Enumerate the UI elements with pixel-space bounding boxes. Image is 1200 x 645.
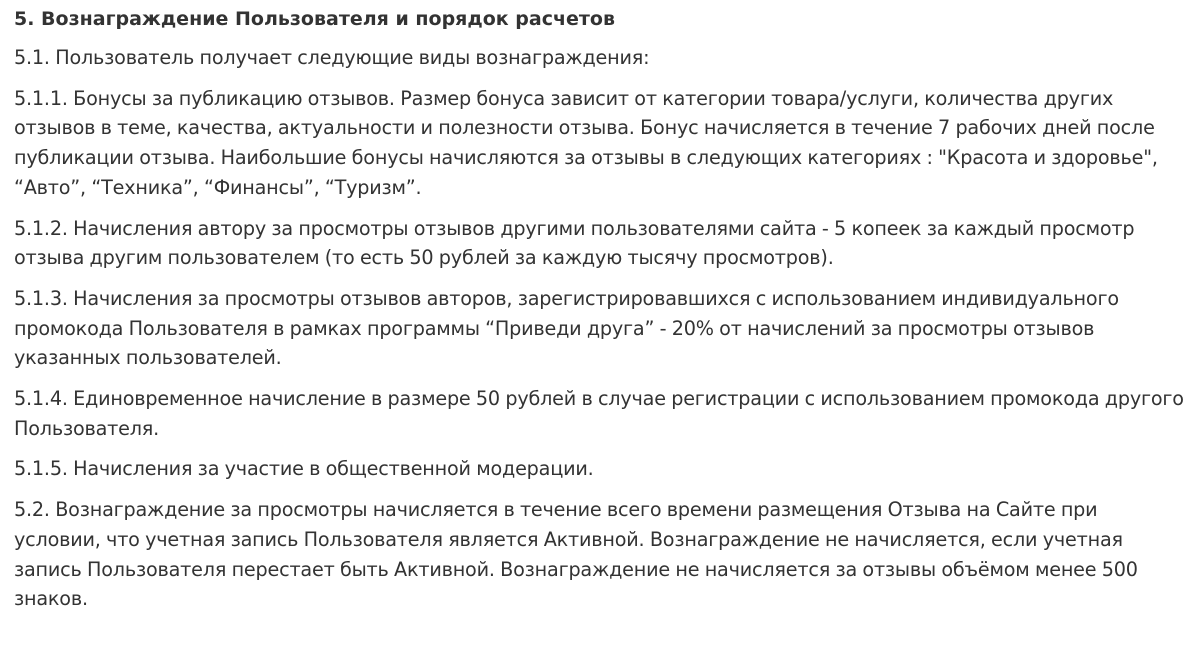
terms-document xyxy=(14,4,1186,614)
clause-5-1-4: 5.1.4. Единовременное начисление в размере 50 рублей в случае регистрации с использованием промокода другого Пользователя. xyxy=(14,387,1184,440)
clause-5-2: 5.2. Вознаграждение за просмотры начисляется в течение всего времени размещения Отзыва на Сайте при условии, что учетная запись Пользователя является Активной. Вознаграждение не начисляется, если учетная запись Пользователя перестает быть Активной. Вознаграждение не начисляется за отзывы объёмом менее 500 знаков. xyxy=(14,498,1138,611)
clause-5-1-2: 5.1.2. Начисления автору за просмотры отзывов другими пользователями сайта - 5 копеек за каждый просмотр отзыва другим пользователем (то есть 50 рублей за каждую тысячу просмотров). xyxy=(14,216,1135,270)
clause-5-1-3: 5.1.3. Начисления за просмотры отзывов авторов, зарегистрировавшихся с использованием индивидуального промокода Пользователя в рамках программы “Приведи друга” - 20% от начислений за просмотры отзывов указанных пользователей. xyxy=(14,286,1119,370)
clause-5-1: 5.1. Пользователь получает следующие виды вознаграждения: xyxy=(14,46,650,69)
section-heading: 5. Вознаграждение Пользователя и порядок расчетов xyxy=(14,8,615,30)
clause-5-1-5: 5.1.5. Начисления за участие в общественной модерации. xyxy=(14,457,594,481)
clause-5-1-1: 5.1.1. Бонусы за публикацию отзывов. Размер бонуса зависит от категории товара/услуги, количества других отзывов в теме, качества, актуальности и полезности отзыва. Бонус начисляется в течение 7 рабочих дней после публикации отзыва. Наибольшие бонусы начисляются за отзывы в следующих категориях : "Красота и здоровье", “Авто”, “Техника”, “Финансы”, “Туризм”. xyxy=(14,86,1158,199)
